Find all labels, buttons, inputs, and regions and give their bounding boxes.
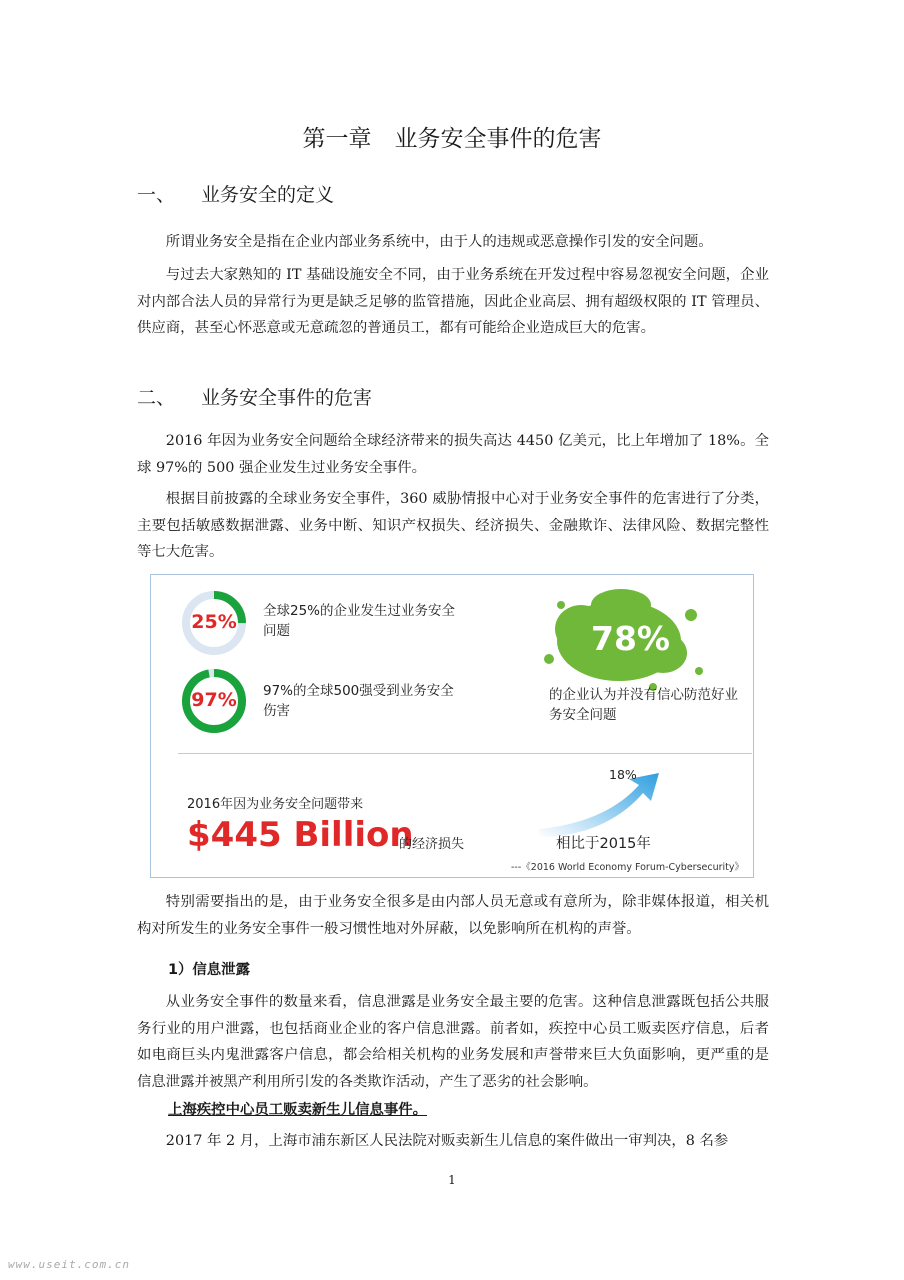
- paragraph-case: 2017 年 2 月，上海市浦东新区人民法院对贩卖新生儿信息的案件做出一审判决，8 名参: [165, 1133, 729, 1149]
- stat-97-text: 97%的全球500强受到业务安全伤害: [263, 683, 454, 719]
- growth-label: 18%: [609, 767, 637, 782]
- subsection-title: 1）信息泄露: [168, 962, 250, 978]
- watermark: www.useit.com.cn: [8, 1258, 130, 1271]
- stat-78-label: 78%: [591, 619, 670, 658]
- loss-suffix: 的经济损失: [399, 837, 465, 852]
- section-number: 二、: [137, 387, 176, 409]
- chapter-title: 第一章 业务安全事件的危害: [302, 126, 602, 152]
- section-heading-definition: [137, 180, 334, 207]
- section-title: 业务安全的定义: [201, 184, 335, 206]
- loss-amount: $445 Billion: [187, 815, 414, 855]
- paragraph-info-leak: 从业务安全事件的数量来看，信息泄露是业务安全最主要的危害。这种信息泄露既包括公共服务行业的用户泄露，也包括商业企业的客户信息泄露。前者如，疾控中心员工贩卖医疗信息，后者如电商巨头内鬼泄露客户信息，都会给相关机构的业务发展和声誉带来巨大负面影响，更严重的是信息泄露并被黑产利用所引发的各类欺诈活动，产生了恶劣的社会影响。: [137, 994, 769, 1090]
- infographic-divider: [178, 753, 752, 754]
- paragraph-comparison: 与过去大家熟知的 IT 基础设施安全不同，由于业务系统在开发过程中容易忽视安全问题，企业对内部合法人员的异常行为更是缺乏足够的监管措施，因此企业高层、拥有超级权限的 IT 管理员、供应商，甚至心怀恶意或无意疏忽的普通员工，都有可能给企业造成巨大的危害。: [137, 267, 769, 336]
- stat-25-text: 全球25%的企业发生过业务安全问题: [263, 603, 456, 639]
- source-citation: ---《2016 World Economy Forum-Cybersecurity》: [511, 862, 745, 873]
- growth-arrow-icon: [539, 773, 659, 837]
- stat-78-text: 的企业认为并没有信心防范好业务安全问题: [549, 687, 738, 723]
- case-title: 上海疾控中心员工贩卖新生儿信息事件。: [168, 1102, 428, 1118]
- paragraph-classification: 根据目前披露的全球业务安全事件，360 威胁情报中心对于业务安全事件的危害进行了分类，主要包括敏感数据泄露、业务中断、知识产权损失、经济损失、金融欺诈、法律风险、数据完整性等七大危害。: [137, 491, 769, 560]
- section-number: 一、: [137, 184, 176, 206]
- paragraph-loss: 2016 年因为业务安全问题给全球经济带来的损失高达 4450 亿美元，比上年增加了 18%。全球 97%的 500 强企业发生过业务安全事件。: [137, 433, 769, 476]
- loss-intro: 2016年因为业务安全问题带来: [187, 797, 364, 812]
- compare-label: 相比于2015年: [556, 836, 651, 852]
- stat-97-label: 97%: [191, 689, 237, 711]
- section-heading-harm: [137, 383, 372, 410]
- page-number: 1: [448, 1173, 456, 1187]
- paragraph-internal: 特别需要指出的是，由于业务安全很多是由内部人员无意或有意所为，除非媒体报道，相关机构对所发生的业务安全事件一般习惯性地对外屏蔽，以免影响所在机构的声誉。: [137, 894, 769, 937]
- stat-25-label: 25%: [191, 611, 237, 633]
- statistics-infographic: [150, 574, 754, 878]
- paragraph-definition: 所谓业务安全是指在企业内部业务系统中，由于人的违规或恶意操作引发的安全问题。: [165, 234, 713, 250]
- section-title: 业务安全事件的危害: [201, 387, 373, 409]
